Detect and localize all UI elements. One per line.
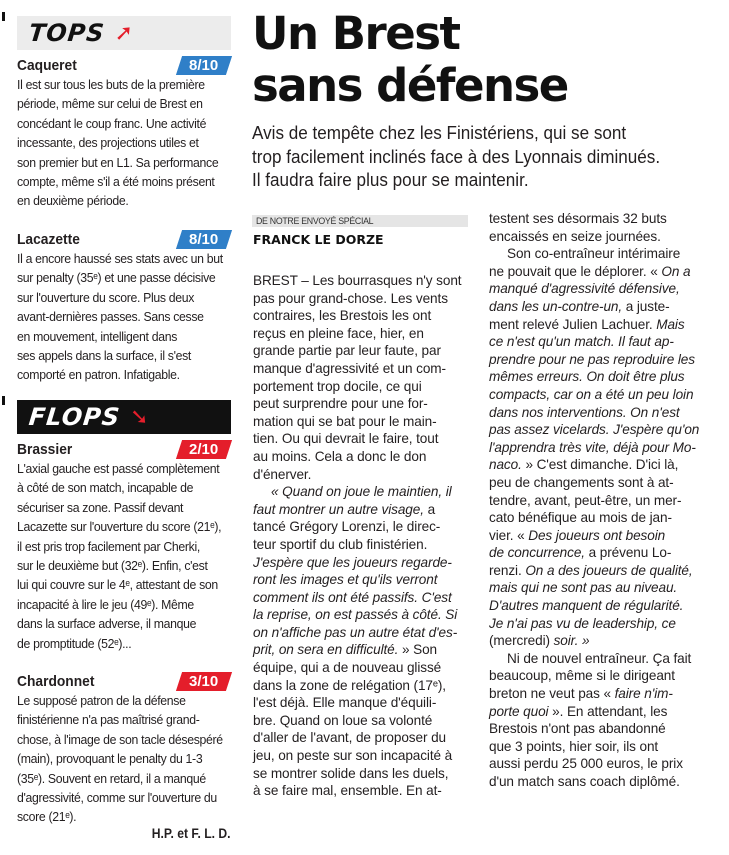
article-line (253, 483, 473, 501)
player-rating-brassier (17, 441, 231, 653)
quote-text: mêmes erreurs. On doit être plus (489, 369, 685, 385)
article-line (253, 677, 473, 695)
rating-badge: 2/10 (176, 440, 232, 459)
quote-text: pas assez vicelards. J'espère qu'on (489, 422, 700, 438)
body-text: » Son (398, 642, 438, 658)
article-line (489, 245, 709, 263)
article-line (253, 342, 473, 360)
body-text: teur sportif du club finistérien. (253, 536, 428, 552)
article-line (489, 210, 709, 228)
player-rating-lacazette (17, 231, 231, 385)
article-line (489, 509, 709, 527)
player-rating-caqueret (17, 57, 231, 211)
body-text: peut surprendre pour une for- (253, 396, 428, 412)
player-name: Chardonnet (17, 673, 95, 690)
article-line (253, 448, 473, 466)
article-line (489, 474, 709, 492)
article-line (489, 667, 709, 685)
body-text: Ni de nouvel entraîneur. Ça fait (507, 650, 692, 666)
article-line (253, 430, 473, 448)
article-line (253, 518, 473, 536)
quote-text: porte quoi (489, 703, 549, 719)
margin-mark (2, 396, 5, 405)
body-text: tendre, avant, peut-être, un mer- (489, 492, 682, 508)
margin-mark (2, 12, 5, 21)
body-text: pas pour grand-chose. Les vents (253, 290, 448, 306)
article-line (253, 378, 473, 396)
quote-text: faut montrer un autre visage, (253, 501, 424, 517)
body-text: breton ne veut pas « (489, 686, 615, 702)
rating-badge: 8/10 (176, 230, 232, 249)
article-line (489, 703, 709, 721)
body-text: a prévenu Lo- (584, 545, 672, 561)
quote-text: On a (661, 263, 691, 279)
player-name: Lacazette (17, 231, 80, 248)
body-text: bre. Quand on loue sa volonté (253, 712, 433, 728)
body-text: peu de changements sont à at- (489, 474, 674, 490)
body-text: se montrer solide dans les duels, (253, 765, 449, 781)
article-column-2 (489, 210, 709, 791)
article-line (489, 280, 709, 298)
body-text: grande partie par leur faute, par (253, 343, 441, 359)
quote-text: Mais (656, 316, 685, 332)
body-text: ». En attendant, les (548, 703, 668, 719)
article-line (253, 589, 473, 607)
article-line (253, 606, 473, 624)
standfirst: Avis de tempête chez les Finistériens, qui se sont trop facilement inclinés face à des Lyonnais diminués. Il faudra faire plus pour se maintenir. (252, 123, 661, 190)
article-line (489, 263, 709, 281)
article-line (253, 782, 473, 800)
body-text: l'est déjà. Elle manque d'équili- (253, 695, 437, 711)
article-line (489, 351, 709, 369)
body-text: jeu, on peste sur son incapacité à (253, 748, 453, 764)
article-line (253, 694, 473, 712)
body-text: testent ses désormais 32 buts (489, 211, 667, 226)
quote-text: J'espère que les joueurs regarde- (253, 554, 452, 570)
body-text: (mercredi) (489, 633, 554, 649)
body-text: renzi. (489, 562, 526, 578)
quote-text: manqué d'agressivité défensive, (489, 281, 680, 297)
quote-text: la reprise, on est passés à côté. Si (253, 607, 458, 623)
body-text: cato bénéfique au mois de jan- (489, 510, 672, 526)
body-text: d'aller de l'avant, de proposer du (253, 730, 446, 746)
article-line (489, 579, 709, 597)
article-line (489, 492, 709, 510)
article-line (489, 386, 709, 404)
body-text: que 3 points, hier soir, ils ont (489, 738, 659, 754)
rating-badge: 8/10 (176, 56, 232, 75)
article-line (489, 298, 709, 316)
article-line (489, 738, 709, 756)
body-text: encaissés en seize journées. (489, 228, 661, 244)
quote-text: D'autres manquent de régularité. (489, 598, 684, 614)
article-line (489, 597, 709, 615)
quote-text: ce n'est qu'un match. Il faut ap- (489, 334, 674, 350)
body-text: ment relevé Julien Lachuer. (489, 316, 657, 332)
quote-text: ront les images et qu'ils verront (253, 572, 438, 588)
player-comment: L'axial gauche est passé complètement à côté de son match, incapable de sécuriser sa zone. Passif devant Lacazette sur l'ouverture du score (21ᵉ), il est pris trop facilement par Cherki, sur le deuxième but (32ᵉ). Enfin, c'est lui qui couvre sur le 4ᵉ, attestant de son incapacité à lire le jeu (49ᵉ). Même dans la surface adverse, il manque de promptitude (52ᵉ)... (17, 461, 222, 651)
arrow-up-right-icon: ➚ (114, 20, 134, 46)
body-text: reçus en pleine face, hier, en (253, 325, 424, 341)
article-line (489, 404, 709, 422)
article-line (489, 456, 709, 474)
quote-text: faire n'im- (614, 686, 673, 702)
player-comment: Il a encore haussé ses stats avec un but sur penalty (35ᵉ) et une passe décisive sur l'ouverture du score. Plus deux avant-dernières passes. Sans cesse en mouvement, intelligent dans ses appels dans la surface, il s'est comporté en patron. Infatigable. (17, 251, 223, 383)
body-text: Brestois n'ont pas abandonné (489, 721, 666, 737)
quote-text: comment ils ont été passifs. C'est (253, 589, 452, 605)
article-line (253, 641, 473, 659)
article-line (253, 765, 473, 783)
quote-text: « Quand on joue le maintien, il (271, 484, 452, 500)
quote-text: mais qui ne sont pas au niveau. (489, 580, 678, 596)
quote-text: prendre pour ne pas reproduire les (489, 351, 695, 367)
quote-text: on n'affiche pas un autre état d'es- (253, 624, 458, 640)
article-column-1 (253, 272, 473, 800)
article-line (489, 544, 709, 562)
quote-text: soir. » (553, 633, 590, 649)
article-line (253, 501, 473, 519)
article-line (489, 368, 709, 386)
flops-header (17, 400, 231, 434)
quote-text: l'apprendra très vite, déjà pour Mo- (489, 439, 696, 455)
body-text: équipe, qui a de nouveau glissé (253, 660, 442, 676)
byline: FRANCK LE DORZE (253, 232, 384, 247)
article-line (489, 333, 709, 351)
article-line (489, 615, 709, 633)
article-line (253, 395, 473, 413)
article-line (489, 316, 709, 334)
player-name: Caqueret (17, 57, 77, 74)
article-line (253, 290, 473, 308)
player-comment: Il est sur tous les buts de la première période, même sur celui de Brest en concédant le coup franc. Une activité incessante, des projections utiles et son premier but en L1. Sa performance compte, même s'il a été moins présent en deuxième période. (17, 77, 219, 209)
kicker: DE NOTRE ENVOYÉ SPÉCIAL (252, 215, 468, 227)
body-text: d'énerver. (253, 466, 312, 482)
quote-text: Des joueurs ont besoin (528, 527, 666, 543)
body-text: manque d'agressivité et un com- (253, 360, 446, 376)
article-line (253, 747, 473, 765)
article-line (489, 773, 709, 791)
player-name: Brassier (17, 441, 73, 458)
article-line (489, 720, 709, 738)
quote-text: On a des joueurs de qualité, (525, 562, 693, 578)
article-line (489, 527, 709, 545)
body-text: BREST – Les bourrasques n'y sont (253, 273, 462, 288)
body-text: » C'est dimanche. D'ici là, (521, 457, 679, 473)
headline: Un Brest sans défense (252, 7, 568, 112)
signature: H.P. et F. L. D. (152, 826, 231, 841)
body-text: a juste- (622, 298, 670, 314)
body-text: a (423, 501, 436, 517)
article-line (253, 571, 473, 589)
article-line (489, 632, 709, 650)
article-line (253, 466, 473, 484)
rating-badge: 3/10 (176, 672, 232, 691)
article-line (489, 755, 709, 773)
article-line (253, 536, 473, 554)
quote-text: dans nos interventions. On n'est (489, 404, 680, 420)
quote-text: naco. (489, 457, 522, 473)
body-text: mation qui se bat pour le main- (253, 413, 437, 429)
article-line (253, 307, 473, 325)
article-line (489, 421, 709, 439)
body-text: au moins. Cela a donc le don (253, 448, 427, 464)
body-text: Son co-entraîneur intérimaire (507, 246, 681, 262)
article-line (253, 360, 473, 378)
quote-text: de concurrence, (489, 545, 585, 561)
body-text: portement trop docile, ce qui (253, 378, 422, 394)
article-line (489, 650, 709, 668)
body-text: d'un match sans coach diplômé. (489, 774, 680, 789)
tops-header (17, 16, 231, 50)
article-line (253, 659, 473, 677)
player-comment: Le supposé patron de la défense finistérienne n'a pas maîtrisé grand- chose, à l'image de son tacle désespéré (main), provoquant le penalty du 1-3 (35ᵉ). Souvent en retard, il a manqué d'agressivité, comme sur l'ouverture du score (21ᵉ). (17, 693, 223, 825)
article-line (253, 712, 473, 730)
body-text: à se faire mal, ensemble. En at- (253, 783, 442, 799)
body-text: beaucoup, même si le dirigeant (489, 668, 675, 684)
article-line (489, 562, 709, 580)
article-line (253, 413, 473, 431)
body-text: dans la zone de relégation (17ᵉ), (253, 677, 446, 693)
body-text: aussi perdu 25 000 euros, le prix (489, 756, 683, 772)
quote-text: Je n'ai pas vu de leadership, ce (489, 615, 676, 631)
body-text: vier. « (489, 527, 529, 543)
article-line (489, 439, 709, 457)
article-line (253, 272, 473, 290)
player-rating-chardonnet (17, 673, 231, 827)
body-text: tien. Ou qui devrait le faire, tout (253, 431, 439, 447)
flops-title: FLOPS (27, 403, 122, 431)
article-line (489, 228, 709, 246)
article-line (253, 624, 473, 642)
quote-text: prit, on sera en difficulté. (253, 642, 399, 658)
article-line (253, 729, 473, 747)
tops-title: TOPS (27, 19, 107, 47)
article-line (253, 325, 473, 343)
article-line (253, 554, 473, 572)
arrow-down-right-icon: ➘ (130, 404, 149, 430)
article-line (489, 685, 709, 703)
quote-text: compacts, car on a été un peu loin (489, 386, 694, 402)
quote-text: dans les un-contre-un, (489, 298, 623, 314)
body-text: ne pouvait que le déplorer. « (489, 263, 662, 279)
body-text: contraires, les Brestois les ont (253, 308, 432, 324)
body-text: tancé Grégory Lorenzi, le direc- (253, 519, 441, 535)
